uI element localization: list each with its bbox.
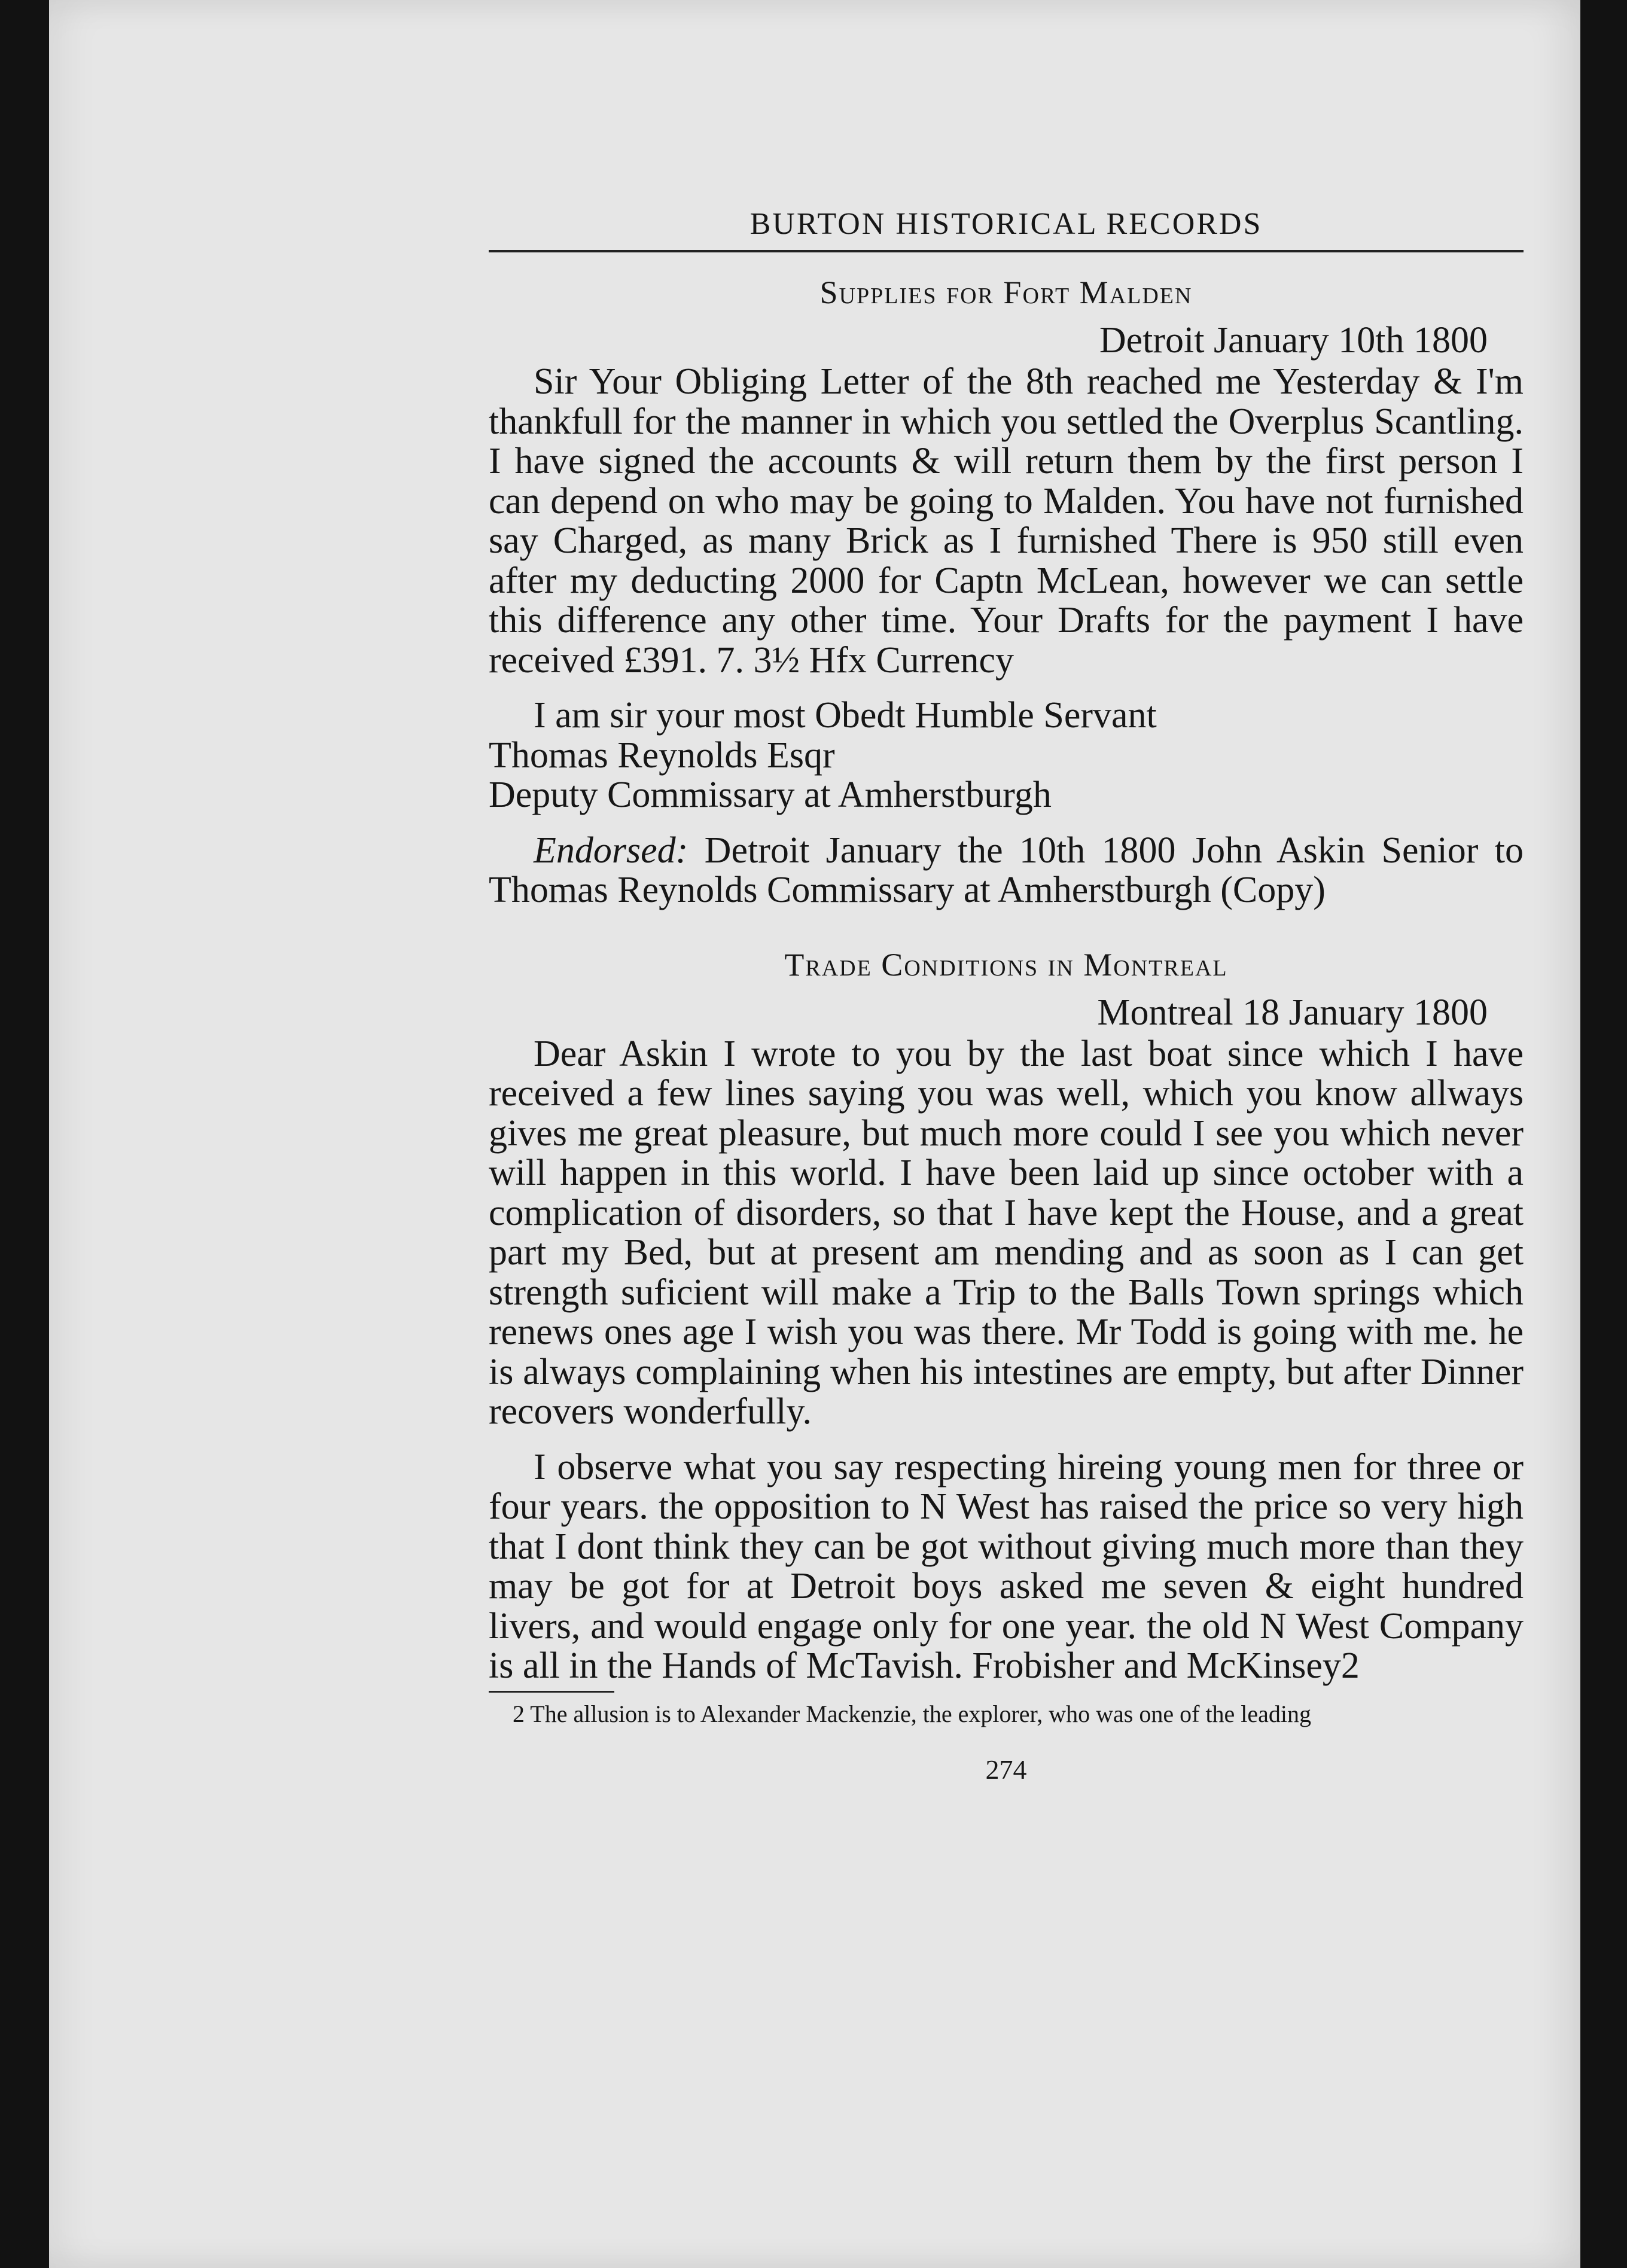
running-head: BURTON HISTORICAL RECORDS — [489, 206, 1524, 252]
endorsed-label: Endorsed: — [534, 830, 688, 871]
page-number: 274 — [985, 1754, 1027, 1785]
letter2-paragraph-1: Dear Askin I wrote to you by the last boat since which I have received a few lines saying you was well, which you know allways gives me great pleasure, but much more could I see you which never will happen in this world. I have been laid up since october with a complication of disorders, so that I have kept the House, and a great part my Bed, but at present am mending and as soon as I can get strength suficient will make a Trip to the Balls Town springs which renews ones age I wish you was there. Mr Todd is going with me. he is always complaining when his intestines are empty, but after Dinner recovers wonderfully. — [489, 1033, 1524, 1432]
letter1-body: Sir Your Obliging Letter of the 8th reached me Yesterday & I'm thankfull for the manner in which you settled the Overplus Scantling. I have signed the accounts & will return them by the first person I can depend on who may be going to Malden. You have not furnished say Charged, as many Brick as I furnished There is 950 still even after my deducting 2000 for Captn McLean, however we can settle this difference any other time. Your Drafts for the payment I have received £391. 7. 3½ Hfx Currency — [489, 361, 1524, 681]
endorsed-text: Detroit January the 10th 1800 John Askin Senior to Thomas Reynolds Commissary at Amherstburgh (Copy) — [489, 830, 1524, 910]
dateline-montreal: Montreal 18 January 1800 — [1097, 992, 1488, 1033]
dateline-detroit: Detroit January 10th 1800 — [1099, 320, 1488, 361]
letter1-closing: I am sir your most Obedt Humble Servant — [534, 695, 1157, 736]
page-content — [489, 206, 1524, 1785]
letter1-addressee-title: Deputy Commissary at Amherstburgh — [489, 775, 1052, 815]
letter1-addressee-name: Thomas Reynolds Esqr — [489, 734, 835, 776]
letter1-endorsement — [489, 831, 1524, 910]
footnote: 2 The allusion is to Alexander Mackenzie, the explorer, who was one of the leading — [513, 1700, 1312, 1727]
section-title-supplies: Supplies for Fort Malden — [819, 275, 1193, 310]
section-title-trade: Trade Conditions in Montreal — [784, 946, 1228, 983]
footnote-rule — [489, 1691, 614, 1693]
letter2-paragraph-2: I observe what you say respecting hireing young men for three or four years. the opposition to N West has raised the price so very high that I dont think they can be got without giving much more than they may be got for at Detroit boys asked me seven & eight hundred livers, and would engage only for one year. the old N West Company is all in the Hands of McTavish. Frobisher and McKinsey2 — [489, 1446, 1524, 1686]
page — [49, 0, 1580, 2268]
